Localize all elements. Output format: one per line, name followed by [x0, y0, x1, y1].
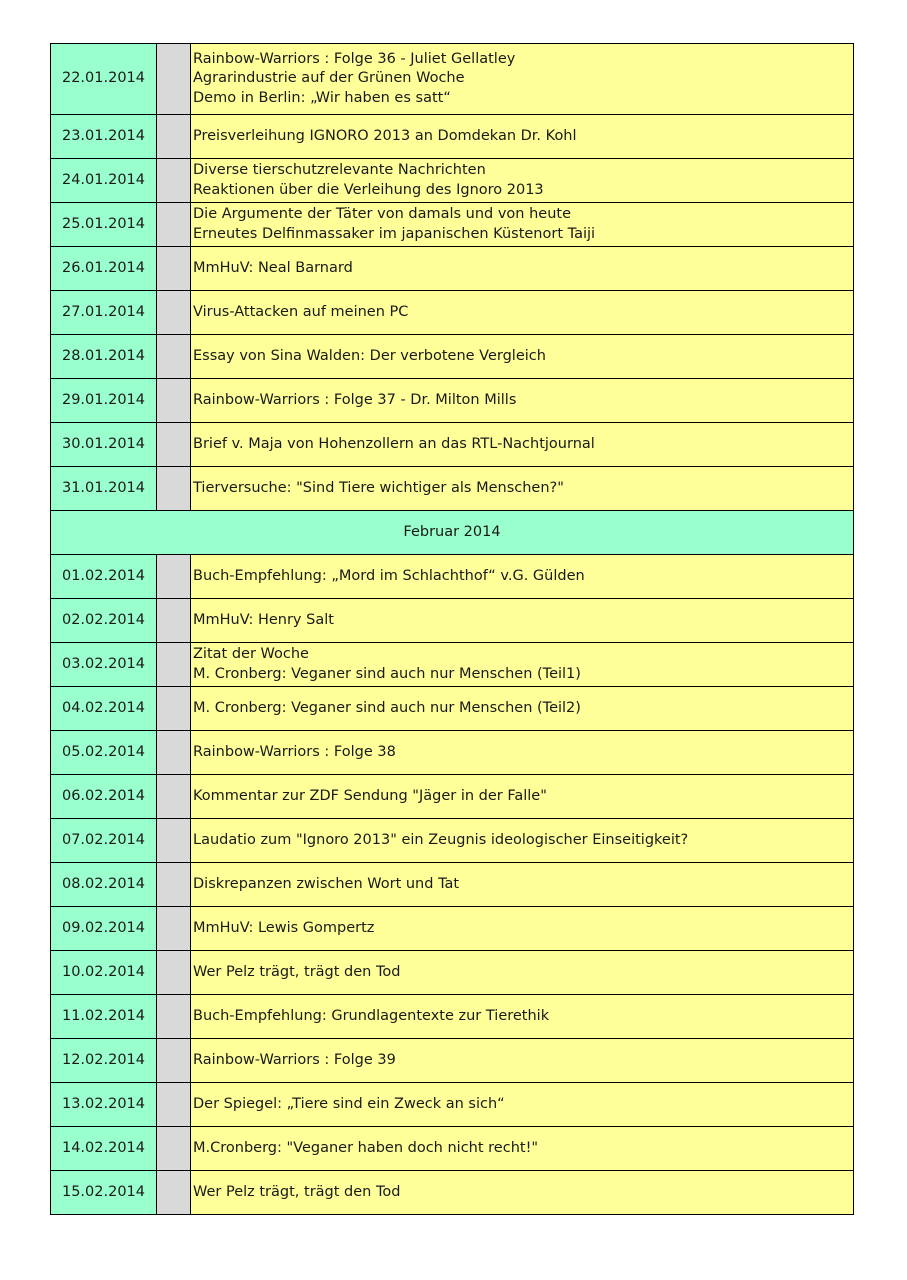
table-row — [51, 599, 854, 643]
marker-cell — [157, 863, 191, 907]
title-line: Demo in Berlin: „Wir haben es satt“ — [193, 89, 451, 106]
table-row — [51, 203, 854, 247]
title-cell — [191, 599, 854, 643]
title-cell — [191, 1127, 854, 1171]
title-cell — [191, 819, 854, 863]
table-row — [51, 159, 854, 203]
title-line: Rainbow-Warriors : Folge 38 — [193, 743, 396, 760]
marker-cell — [157, 291, 191, 335]
marker-cell — [157, 423, 191, 467]
marker-cell — [157, 687, 191, 731]
marker-cell — [157, 203, 191, 247]
date-cell: 07.02.2014 — [51, 819, 157, 863]
title-line: Diskrepanzen zwischen Wort und Tat — [193, 875, 460, 892]
title-cell — [191, 115, 854, 159]
date-cell: 12.02.2014 — [51, 1039, 157, 1083]
date-cell: 03.02.2014 — [51, 643, 157, 687]
date-cell: 14.02.2014 — [51, 1127, 157, 1171]
date-cell: 26.01.2014 — [51, 247, 157, 291]
title-line: Die Argumente der Täter von damals und von heute — [193, 206, 572, 222]
title-line: Kommentar zur ZDF Sendung "Jäger in der Falle" — [193, 787, 547, 804]
title-cell — [191, 247, 854, 291]
table-row — [51, 335, 854, 379]
title-line: MmHuV: Neal Barnard — [193, 259, 353, 276]
marker-cell — [157, 379, 191, 423]
title-line: Erneutes Delfinmassaker im japanischen Küstenort Taiji — [193, 225, 596, 242]
marker-cell — [157, 247, 191, 291]
title-cell — [191, 291, 854, 335]
marker-cell — [157, 44, 191, 115]
title-cell — [191, 423, 854, 467]
marker-cell — [157, 775, 191, 819]
date-cell: 11.02.2014 — [51, 995, 157, 1039]
title-line: Essay von Sina Walden: Der verbotene Vergleich — [193, 347, 546, 364]
title-line: Rainbow-Warriors : Folge 39 — [193, 1051, 396, 1068]
schedule-table-body — [51, 44, 854, 1215]
marker-cell — [157, 1127, 191, 1171]
marker-cell — [157, 819, 191, 863]
date-cell: 27.01.2014 — [51, 291, 157, 335]
title-line: M. Cronberg: Veganer sind auch nur Menschen (Teil2) — [193, 699, 581, 716]
title-cell — [191, 159, 854, 203]
table-row — [51, 731, 854, 775]
title-cell — [191, 1171, 854, 1215]
month-header: Februar 2014 — [51, 511, 854, 555]
title-line: M. Cronberg: Veganer sind auch nur Menschen (Teil1) — [193, 665, 581, 682]
marker-cell — [157, 1039, 191, 1083]
title-line: Zitat der Woche — [193, 646, 309, 662]
title-cell — [191, 995, 854, 1039]
table-row — [51, 863, 854, 907]
title-cell — [191, 467, 854, 511]
title-cell — [191, 775, 854, 819]
marker-cell — [157, 995, 191, 1039]
title-line: Preisverleihung IGNORO 2013 an Domdekan Dr. Kohl — [193, 127, 577, 144]
marker-cell — [157, 1171, 191, 1215]
title-cell — [191, 379, 854, 423]
marker-cell — [157, 1083, 191, 1127]
title-line: MmHuV: Henry Salt — [193, 611, 334, 628]
title-cell — [191, 951, 854, 995]
month-header-row — [51, 511, 854, 555]
date-cell: 25.01.2014 — [51, 203, 157, 247]
title-cell — [191, 907, 854, 951]
date-cell: 04.02.2014 — [51, 687, 157, 731]
date-cell: 02.02.2014 — [51, 599, 157, 643]
date-cell: 01.02.2014 — [51, 555, 157, 599]
title-line: Virus-Attacken auf meinen PC — [193, 303, 409, 320]
title-line: Der Spiegel: „Tiere sind ein Zweck an sich“ — [193, 1095, 505, 1112]
title-line: Laudatio zum "Ignoro 2013" ein Zeugnis ideologischer Einseitigkeit? — [193, 831, 689, 848]
marker-cell — [157, 951, 191, 995]
table-row — [51, 951, 854, 995]
title-line: Reaktionen über die Verleihung des Ignoro 2013 — [193, 181, 544, 198]
title-cell — [191, 1039, 854, 1083]
table-row — [51, 775, 854, 819]
table-row — [51, 1171, 854, 1215]
title-line: Rainbow-Warriors : Folge 37 - Dr. Milton Mills — [193, 391, 517, 408]
table-row — [51, 1127, 854, 1171]
marker-cell — [157, 555, 191, 599]
date-cell: 29.01.2014 — [51, 379, 157, 423]
table-row — [51, 423, 854, 467]
title-cell — [191, 643, 854, 687]
title-line: Wer Pelz trägt, trägt den Tod — [193, 1183, 401, 1200]
date-cell: 28.01.2014 — [51, 335, 157, 379]
title-line: Tierversuche: "Sind Tiere wichtiger als Menschen?" — [193, 479, 564, 496]
title-line: Brief v. Maja von Hohenzollern an das RTL-Nachtjournal — [193, 435, 595, 452]
date-cell: 24.01.2014 — [51, 159, 157, 203]
table-row — [51, 247, 854, 291]
marker-cell — [157, 335, 191, 379]
title-line: Buch-Empfehlung: Grundlagentexte zur Tierethik — [193, 1007, 550, 1024]
table-row — [51, 44, 854, 115]
date-cell: 13.02.2014 — [51, 1083, 157, 1127]
marker-cell — [157, 115, 191, 159]
title-cell — [191, 731, 854, 775]
marker-cell — [157, 159, 191, 203]
title-line: M.Cronberg: "Veganer haben doch nicht recht!" — [193, 1139, 539, 1156]
title-cell — [191, 44, 854, 115]
table-row — [51, 1039, 854, 1083]
table-row — [51, 819, 854, 863]
title-cell — [191, 335, 854, 379]
marker-cell — [157, 907, 191, 951]
schedule-table — [50, 43, 854, 1215]
table-row — [51, 379, 854, 423]
marker-cell — [157, 599, 191, 643]
table-row — [51, 907, 854, 951]
title-cell — [191, 203, 854, 247]
date-cell: 23.01.2014 — [51, 115, 157, 159]
table-row — [51, 687, 854, 731]
title-cell — [191, 555, 854, 599]
date-cell: 05.02.2014 — [51, 731, 157, 775]
date-cell: 08.02.2014 — [51, 863, 157, 907]
date-cell: 09.02.2014 — [51, 907, 157, 951]
table-row — [51, 555, 854, 599]
title-cell — [191, 863, 854, 907]
date-cell: 31.01.2014 — [51, 467, 157, 511]
table-row — [51, 643, 854, 687]
title-line: Wer Pelz trägt, trägt den Tod — [193, 963, 401, 980]
date-cell: 30.01.2014 — [51, 423, 157, 467]
table-row — [51, 467, 854, 511]
date-cell: 06.02.2014 — [51, 775, 157, 819]
title-line: MmHuV: Lewis Gompertz — [193, 919, 375, 936]
table-row — [51, 1083, 854, 1127]
title-line: Agrarindustrie auf der Grünen Woche — [193, 70, 465, 87]
table-row — [51, 995, 854, 1039]
table-row — [51, 291, 854, 335]
table-row — [51, 115, 854, 159]
title-line: Rainbow-Warriors : Folge 36 - Juliet Gellatley — [193, 50, 516, 67]
date-cell: 22.01.2014 — [51, 44, 157, 115]
marker-cell — [157, 731, 191, 775]
marker-cell — [157, 643, 191, 687]
date-cell: 15.02.2014 — [51, 1171, 157, 1215]
marker-cell — [157, 467, 191, 511]
title-cell — [191, 687, 854, 731]
title-line: Diverse tierschutzrelevante Nachrichten — [193, 162, 486, 178]
title-line: Buch-Empfehlung: „Mord im Schlachthof“ v.G. Gülden — [193, 567, 585, 584]
title-cell — [191, 1083, 854, 1127]
date-cell: 10.02.2014 — [51, 951, 157, 995]
